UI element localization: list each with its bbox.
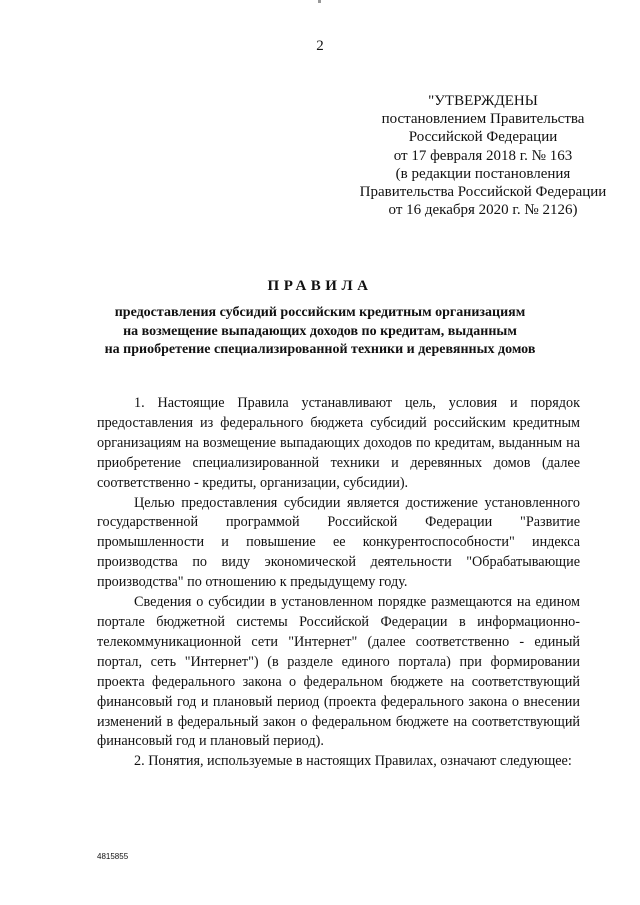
scan-mark xyxy=(318,0,321,3)
approval-line: Российской Федерации xyxy=(408,129,558,146)
subtitle-line: предоставления субсидий российским кредитным организациям xyxy=(114,305,526,320)
approval-line: постановлением Правительства xyxy=(381,111,585,128)
subtitle-line: на приобретение специализированной техники и деревянных домов xyxy=(104,342,536,357)
document-body xyxy=(97,394,580,772)
document-title: ПРАВИЛА xyxy=(267,278,373,294)
approval-line: от 16 декабря 2020 г. № 2126) xyxy=(388,202,578,219)
paragraph: Сведения о субсидии в установленном порядке размещаются на едином портале бюджетной системы Российской Федерации в информационно-телекоммуникационной сети "Интернет" (далее соответственно - единый портал, сеть "Интернет") (в разделе единого портала) при формировании проекта федерального закона о федеральном бюджете на соответствующий финансовый год и плановый период (проекта федерального закона о внесении изменений в федеральный закон о федеральном бюджете на соответствующий финансовый год и плановый период). xyxy=(97,594,580,750)
page-number: 2 xyxy=(316,38,324,54)
approval-heading: "УТВЕРЖДЕНЫ xyxy=(428,93,538,109)
paragraph: 2. Понятия, используемые в настоящих Правилах, означают следующее: xyxy=(134,753,572,770)
footer-code: 4815855 xyxy=(97,852,129,861)
paragraph: 1. Настоящие Правила устанавливают цель, условия и порядок предоставления из федерального бюджета субсидий российским кредитным организациям на возмещение выпадающих доходов по кредитам, выданным на приобретение специализированной техники и деревянных домов (далее соответственно - кредиты, организации, субсидии). xyxy=(97,395,580,491)
approval-block xyxy=(318,92,640,219)
approval-line: от 17 февраля 2018 г. № 163 xyxy=(393,147,573,164)
document-subtitle xyxy=(0,304,640,360)
subtitle-line: на возмещение выпадающих доходов по кредитам, выданным xyxy=(123,323,517,339)
approval-line: Правительства Российской Федерации xyxy=(359,184,607,201)
approval-line: (в редакции постановления xyxy=(395,165,571,182)
paragraph: Целью предоставления субсидии является достижение установленного государственной программой Российской Федерации "Развитие промышленности и повышение ее конкурентоспособности" индекса производства по виду экономической деятельности "Обрабатывающие производства" по отношению к предыдущему году. xyxy=(97,494,580,591)
